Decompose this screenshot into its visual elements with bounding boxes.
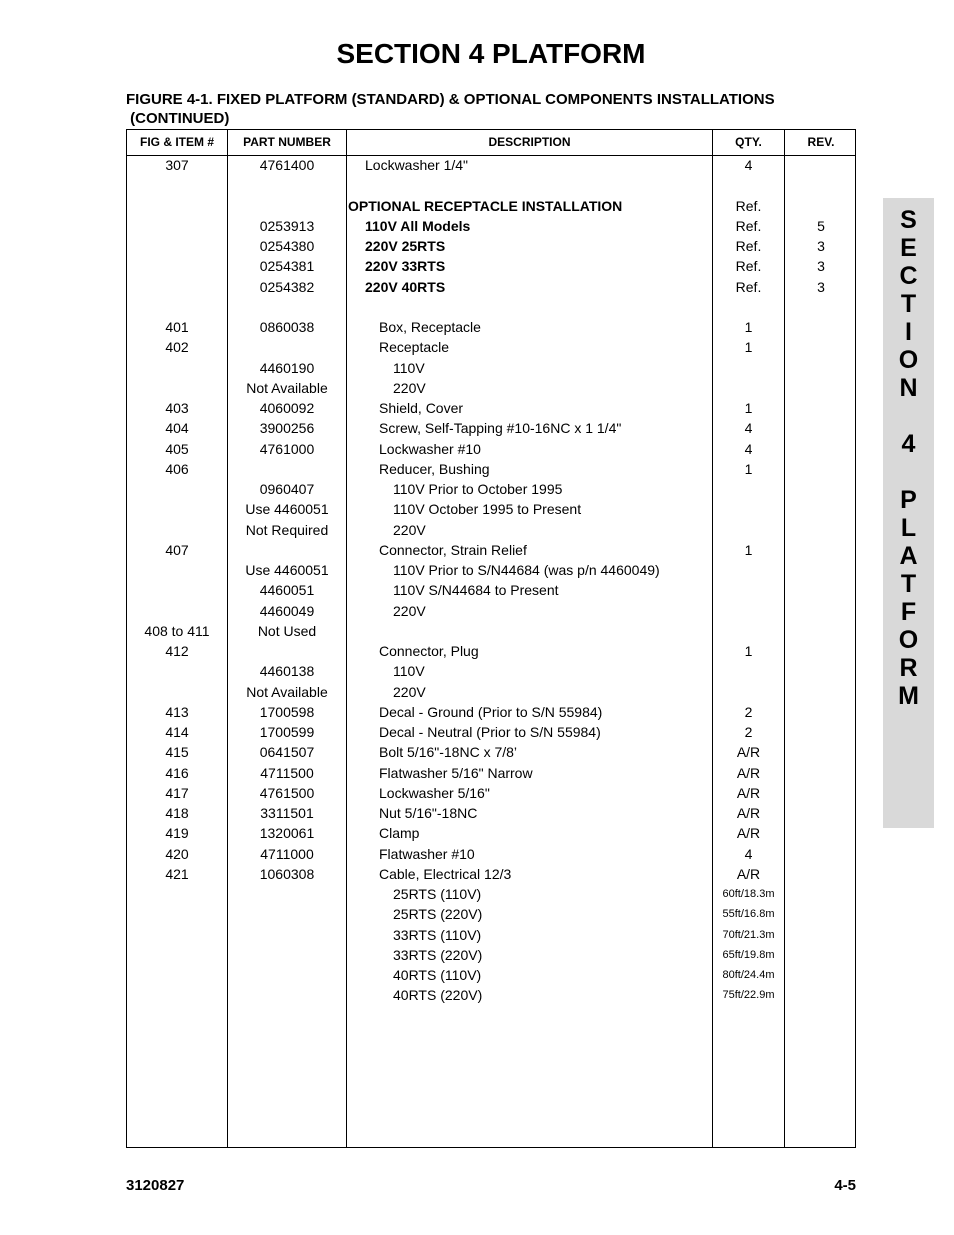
part-number-cell: 0253913 <box>259 217 315 234</box>
part-number-cell: Use 4460051 <box>245 562 329 578</box>
side-tab-letter <box>883 458 934 486</box>
rev-cell: 3 <box>817 258 825 275</box>
fig-item-cell: 406 <box>165 460 189 477</box>
header-qty: QTY. <box>735 135 762 149</box>
part-number-cell: 4761500 <box>259 784 315 801</box>
parts-table <box>126 129 856 1148</box>
table-row <box>127 825 857 845</box>
part-number-cell: Not Required <box>245 521 329 538</box>
description-cell: 33RTS (220V) <box>393 946 483 963</box>
qty-cell: 75ft/22.9m <box>722 989 775 1002</box>
side-tab-letter: P <box>900 486 917 514</box>
qty-cell: 1 <box>744 643 753 659</box>
part-number-cell: 4761400 <box>259 157 315 173</box>
table-row <box>127 218 857 238</box>
description-cell: Shield, Cover <box>379 400 464 416</box>
fig-item-cell: 404 <box>165 420 189 437</box>
side-tab-letter: E <box>900 234 917 262</box>
table-row <box>127 157 857 177</box>
fig-item-cell: 407 <box>165 541 189 558</box>
qty-cell: 1 <box>744 319 753 335</box>
side-tab-letter: F <box>900 598 917 626</box>
description-cell: 220V <box>393 379 426 396</box>
part-number-cell: Not Used <box>257 622 317 639</box>
table-row <box>127 177 857 197</box>
fig-item-cell: 408 to 411 <box>144 622 210 639</box>
part-number-cell: 0254381 <box>259 258 315 275</box>
qty-cell: 2 <box>744 724 753 740</box>
description-cell: 220V 33RTS <box>365 258 446 275</box>
description-cell: 110V <box>393 359 425 376</box>
side-tab-text <box>883 206 934 710</box>
table-row <box>127 724 857 744</box>
qty-cell: 1 <box>744 541 753 558</box>
description-cell: Nut 5/16"-18NC <box>379 805 478 821</box>
qty-cell: A/R <box>736 825 761 842</box>
description-cell: Bolt 5/16"-18NC x 7/8’ <box>379 744 518 761</box>
fig-item-cell: 415 <box>165 744 189 761</box>
description-cell: OPTIONAL RECEPTACLE INSTALLATION <box>348 197 623 214</box>
qty-cell: 65ft/19.8m <box>722 948 775 961</box>
fig-item-cell: 418 <box>165 805 189 821</box>
part-number-cell: 4460049 <box>259 602 315 619</box>
table-row <box>127 481 857 501</box>
table-row <box>127 238 857 258</box>
part-number-cell: 1700599 <box>259 724 315 740</box>
qty-cell: Ref. <box>735 238 762 254</box>
table-row <box>127 947 857 967</box>
fig-item-cell: 307 <box>165 157 189 173</box>
table-row <box>127 562 857 582</box>
description-cell: Receptacle <box>379 339 450 356</box>
description-cell: Decal - Neutral (Prior to S/N 55984) <box>379 724 601 740</box>
side-tab-letter: T <box>900 290 917 318</box>
part-number-cell: 4711000 <box>260 845 314 862</box>
table-row <box>127 744 857 764</box>
description-cell: 220V <box>393 602 426 619</box>
table-row <box>127 866 857 886</box>
section-side-tab <box>883 198 934 828</box>
table-row <box>127 360 857 380</box>
page-number: 4-5 <box>834 1177 856 1194</box>
qty-cell: 1 <box>744 460 753 477</box>
description-cell: Cable, Electrical 12/3 <box>379 865 512 882</box>
rev-cell: 3 <box>817 238 825 254</box>
table-row <box>127 380 857 400</box>
fig-item-cell: 413 <box>165 703 189 720</box>
table-row <box>127 643 857 663</box>
part-number-cell: 0254382 <box>259 278 315 295</box>
table-row <box>127 582 857 602</box>
description-cell: 110V Prior to S/N44684 (was p/n 4460049) <box>393 562 660 578</box>
fig-item-cell: 417 <box>165 784 189 801</box>
description-cell: Reducer, Bushing <box>379 460 490 477</box>
fig-item-cell: 412 <box>165 643 189 659</box>
qty-cell: Ref. <box>735 278 762 295</box>
qty-cell: 2 <box>744 703 753 720</box>
part-number-cell: 4460190 <box>259 359 315 376</box>
description-cell: Lockwasher #10 <box>379 440 481 457</box>
part-number-cell: 1320061 <box>259 825 315 842</box>
part-number-cell: 0960407 <box>259 481 315 497</box>
qty-cell: 70ft/21.3m <box>722 928 775 941</box>
table-row <box>127 704 857 724</box>
side-tab-letter: S <box>900 206 917 234</box>
qty-cell: 1 <box>744 400 753 416</box>
header-divider <box>127 155 855 156</box>
table-row <box>127 501 857 521</box>
table-row <box>127 299 857 319</box>
table-row <box>127 258 857 278</box>
qty-cell: A/R <box>736 784 761 801</box>
description-cell: 33RTS (110V) <box>393 926 482 943</box>
description-cell: Lockwasher 5/16" <box>379 784 490 801</box>
fig-item-cell: 405 <box>165 440 189 457</box>
qty-cell: 4 <box>744 157 753 173</box>
table-row <box>127 805 857 825</box>
qty-cell: A/R <box>736 805 761 821</box>
description-cell: 40RTS (220V) <box>393 987 483 1004</box>
header-part-number: PART NUMBER <box>243 135 331 149</box>
table-row <box>127 319 857 339</box>
side-tab-letter: L <box>900 514 917 542</box>
side-tab-letter: N <box>899 374 918 402</box>
table-row <box>127 339 857 359</box>
part-number-cell: 4060092 <box>259 400 315 416</box>
table-row <box>127 987 857 1007</box>
fig-item-cell: 402 <box>165 339 189 356</box>
fig-item-cell: 414 <box>165 724 189 740</box>
qty-cell: A/R <box>736 865 761 882</box>
table-row <box>127 623 857 643</box>
table-row <box>127 906 857 926</box>
table-row <box>127 279 857 299</box>
qty-cell: 80ft/24.4m <box>722 969 775 981</box>
description-cell: 110V S/N44684 to Present <box>393 582 559 599</box>
part-number-cell: Not Available <box>246 683 328 700</box>
table-row <box>127 542 857 562</box>
part-number-cell: 0641507 <box>259 744 315 761</box>
table-row <box>127 663 857 683</box>
side-tab-letter: C <box>899 262 918 290</box>
qty-cell: 55ft/16.8m <box>722 908 775 921</box>
table-row <box>127 886 857 906</box>
part-number-cell: 4460051 <box>259 582 315 599</box>
side-tab-letter: 4 <box>901 430 916 458</box>
table-row <box>127 198 857 218</box>
qty-cell: 60ft/18.3m <box>722 888 775 900</box>
part-number-cell: 3311501 <box>260 805 314 821</box>
header-description: DESCRIPTION <box>488 135 571 149</box>
fig-item-cell: 419 <box>165 825 189 842</box>
table-row <box>127 603 857 623</box>
fig-item-cell: 403 <box>165 400 189 416</box>
side-tab-letter: O <box>898 346 919 374</box>
table-row <box>127 765 857 785</box>
figure-title-line1: FIGURE 4-1. FIXED PLATFORM (STANDARD) & OPTIONAL COMPONENTS INSTALLATIONS <box>126 91 775 108</box>
description-cell: 110V Prior to October 1995 <box>393 481 563 497</box>
description-cell: 110V All Models <box>365 217 471 234</box>
qty-cell: Ref. <box>735 197 762 214</box>
part-number-cell: 4460138 <box>259 663 315 680</box>
fig-item-cell: 421 <box>165 865 189 882</box>
side-tab-letter: A <box>899 542 918 570</box>
part-number-cell: 0860038 <box>259 319 315 335</box>
qty-cell: 4 <box>744 420 753 437</box>
qty-cell: 4 <box>744 440 753 457</box>
table-row <box>127 400 857 420</box>
table-row <box>127 420 857 440</box>
description-cell: 40RTS (110V) <box>393 967 482 983</box>
qty-cell: A/R <box>736 744 761 761</box>
header-fig-item: FIG & ITEM # <box>139 135 214 149</box>
description-cell: 110V October 1995 to Present <box>393 501 582 518</box>
qty-cell: A/R <box>736 764 761 781</box>
rev-cell: 3 <box>817 278 825 295</box>
part-number-cell: 4761000 <box>259 440 315 457</box>
table-row <box>127 461 857 481</box>
table-row <box>127 441 857 461</box>
description-cell: Flatwasher #10 <box>379 845 475 862</box>
side-tab-letter: M <box>898 682 919 710</box>
description-cell: 220V 40RTS <box>365 278 446 295</box>
section-title: SECTION 4 PLATFORM <box>336 38 646 69</box>
fig-item-cell: 420 <box>165 845 189 862</box>
description-cell: Decal - Ground (Prior to S/N 55984) <box>379 703 603 720</box>
table-row <box>127 785 857 805</box>
description-cell: Box, Receptacle <box>379 319 481 335</box>
qty-cell: 1 <box>744 339 753 356</box>
qty-cell: 4 <box>744 845 753 862</box>
doc-number: 3120827 <box>126 1177 185 1194</box>
description-cell: 220V 25RTS <box>365 238 446 254</box>
table-row <box>127 684 857 704</box>
description-cell: 110V <box>393 663 425 680</box>
table-row <box>127 846 857 866</box>
description-cell: 220V <box>393 521 426 538</box>
rev-cell: 5 <box>817 217 825 234</box>
figure-title <box>126 90 846 128</box>
side-tab-letter: R <box>899 654 918 682</box>
description-cell: 25RTS (110V) <box>393 886 482 902</box>
side-tab-letter: T <box>900 570 917 598</box>
side-tab-letter: I <box>905 318 912 346</box>
table-row <box>127 967 857 987</box>
part-number-cell: Not Available <box>246 379 328 396</box>
side-tab-letter: O <box>898 626 919 654</box>
fig-item-cell: 416 <box>165 764 189 781</box>
description-cell: Screw, Self-Tapping #10-16NC x 1 1/4" <box>379 420 622 437</box>
description-cell: Connector, Plug <box>379 643 479 659</box>
description-cell: 220V <box>393 683 426 700</box>
description-cell: Flatwasher 5/16" Narrow <box>379 764 533 781</box>
table-row <box>127 927 857 947</box>
description-cell: Lockwasher 1/4" <box>365 157 469 173</box>
part-number-cell: 0254380 <box>259 238 315 254</box>
description-cell: Connector, Strain Relief <box>379 541 527 558</box>
figure-title-line2: (CONTINUED) <box>126 110 230 127</box>
header-rev: REV. <box>807 135 835 149</box>
side-tab-letter <box>883 402 934 430</box>
description-cell: 25RTS (220V) <box>393 906 483 923</box>
part-number-cell: 3900256 <box>259 420 315 437</box>
part-number-cell: 1700598 <box>259 703 315 720</box>
qty-cell: Ref. <box>735 258 762 275</box>
part-number-cell: 4711500 <box>260 764 314 781</box>
part-number-cell: 1060308 <box>259 865 315 882</box>
part-number-cell: Use 4460051 <box>245 501 329 518</box>
fig-item-cell: 401 <box>165 319 189 335</box>
description-cell: Clamp <box>379 825 420 842</box>
qty-cell: Ref. <box>735 217 762 234</box>
table-row <box>127 522 857 542</box>
